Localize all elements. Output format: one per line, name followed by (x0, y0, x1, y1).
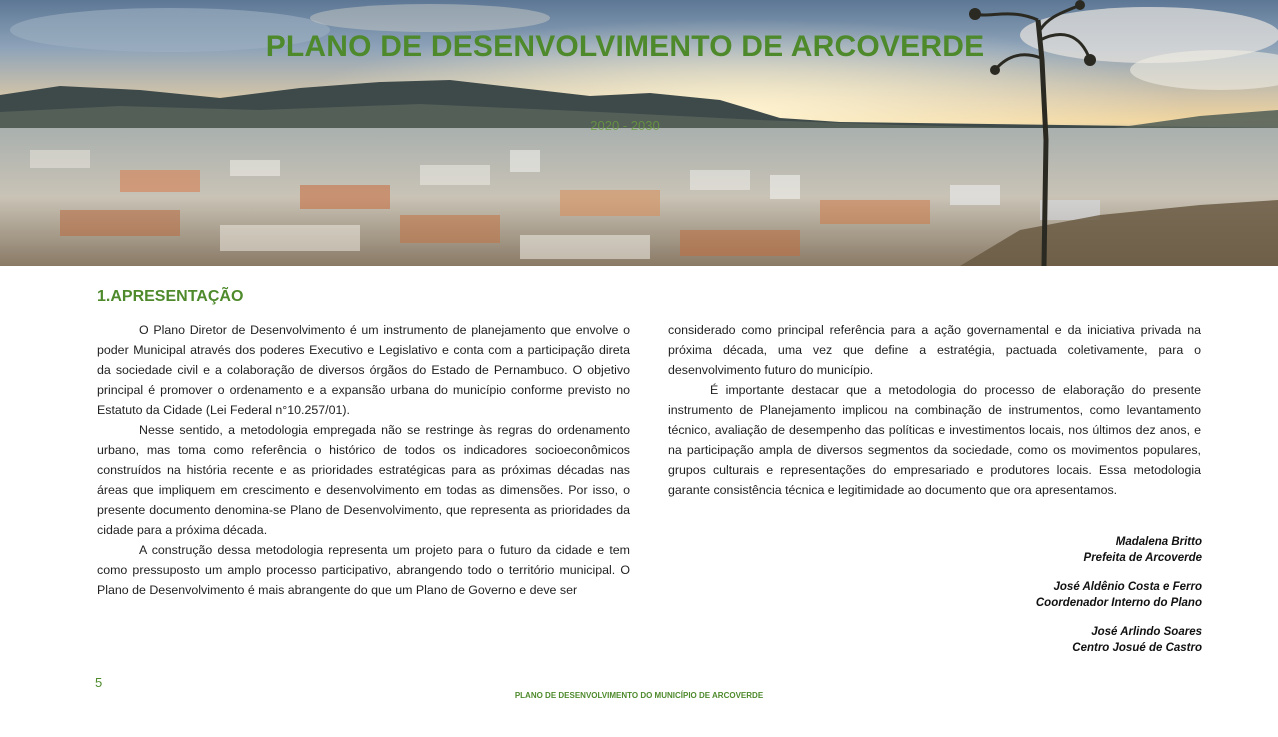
signature-name: José Arlindo Soares (1091, 626, 1202, 638)
signature-block (1036, 535, 1202, 566)
paragraph-3: A construção dessa metodologia representa um projeto para o futuro da cidade e tem como pressuposto um amplo processo participativo, abrangendo todo o território municipal. O Plano de Desenvolvimento é mais abrangente do que um Plano de Governo e deve ser (97, 543, 630, 597)
text-column-left (97, 320, 630, 600)
banner-title: PLANO DE DESENVOLVIMENTO DE ARCOVERDE (265, 30, 985, 63)
signature-block (1036, 625, 1202, 656)
paragraph-2: Nesse sentido, a metodologia empregada não se restringe às regras do ordenamento urbano, mas toma como referência o histórico de todos os indicadores socioeconômicos construídos na história recente e as prioridades estratégicas para as próximas décadas nas áreas que impliquem em crescimento e desenvolvimento em todas as dimensões. Por isso, o presente documento denomina-se Plano de Desenvolvimento, que representa as prioridades da cidade para a próxima década. (97, 423, 630, 537)
paragraph-1: O Plano Diretor de Desenvolvimento é um instrumento de planejamento que envolve o poder Municipal através dos poderes Executivo e Legislativo e conta com a participação direta da sociedade civil e a colaboração de diversos órgãos do Estado de Pernambuco. O objetivo principal é promover o ordenamento e a expansão urbana do município conforme previsto no Estatuto da Cidade (Lei Federal n°10.257/01). (97, 323, 630, 417)
signature-block (1036, 580, 1202, 611)
signature-name: José Aldênio Costa e Ferro (1053, 581, 1202, 593)
text-column-right (668, 320, 1201, 500)
signature-role: Prefeita de Arcoverde (1083, 551, 1202, 564)
signature-role: Coordenador Interno do Plano (1035, 596, 1202, 609)
page-number: 5 (95, 675, 103, 690)
header-banner (0, 0, 1278, 266)
paragraph-3-continued: considerado como principal referência para a ação governamental e da iniciativa privada na próxima década, uma vez que define a estratégia, pactuada coletivamente, para o desenvolvimento futuro do município. (668, 323, 1201, 377)
paragraph-4: É importante destacar que a metodologia do processo de elaboração do presente instrumento de Planejamento implicou na combinação de instrumentos, como levantamento técnico, avaliação de desempenho das políticas e investimentos locais, nos últimos dez anos, e na participação ampla de diversos segmentos da sociedade, como os movimentos populares, grupos culturais e representações do empresariado e produtores locais. Essa metodologia garante consistência técnica e legitimidade ao documento que ora apresentamos. (668, 383, 1201, 497)
section-title: 1.APRESENTAÇÃO (97, 288, 244, 305)
signatures (1036, 535, 1202, 670)
signature-role: Centro Josué de Castro (1072, 641, 1202, 654)
footer-title: PLANO DE DESENVOLVIMENTO DO MUNICÍPIO DE ARCOVERDE (514, 691, 764, 700)
banner-years: 2020 - 2030 (590, 118, 660, 133)
signature-name: Madalena Britto (1115, 536, 1202, 548)
